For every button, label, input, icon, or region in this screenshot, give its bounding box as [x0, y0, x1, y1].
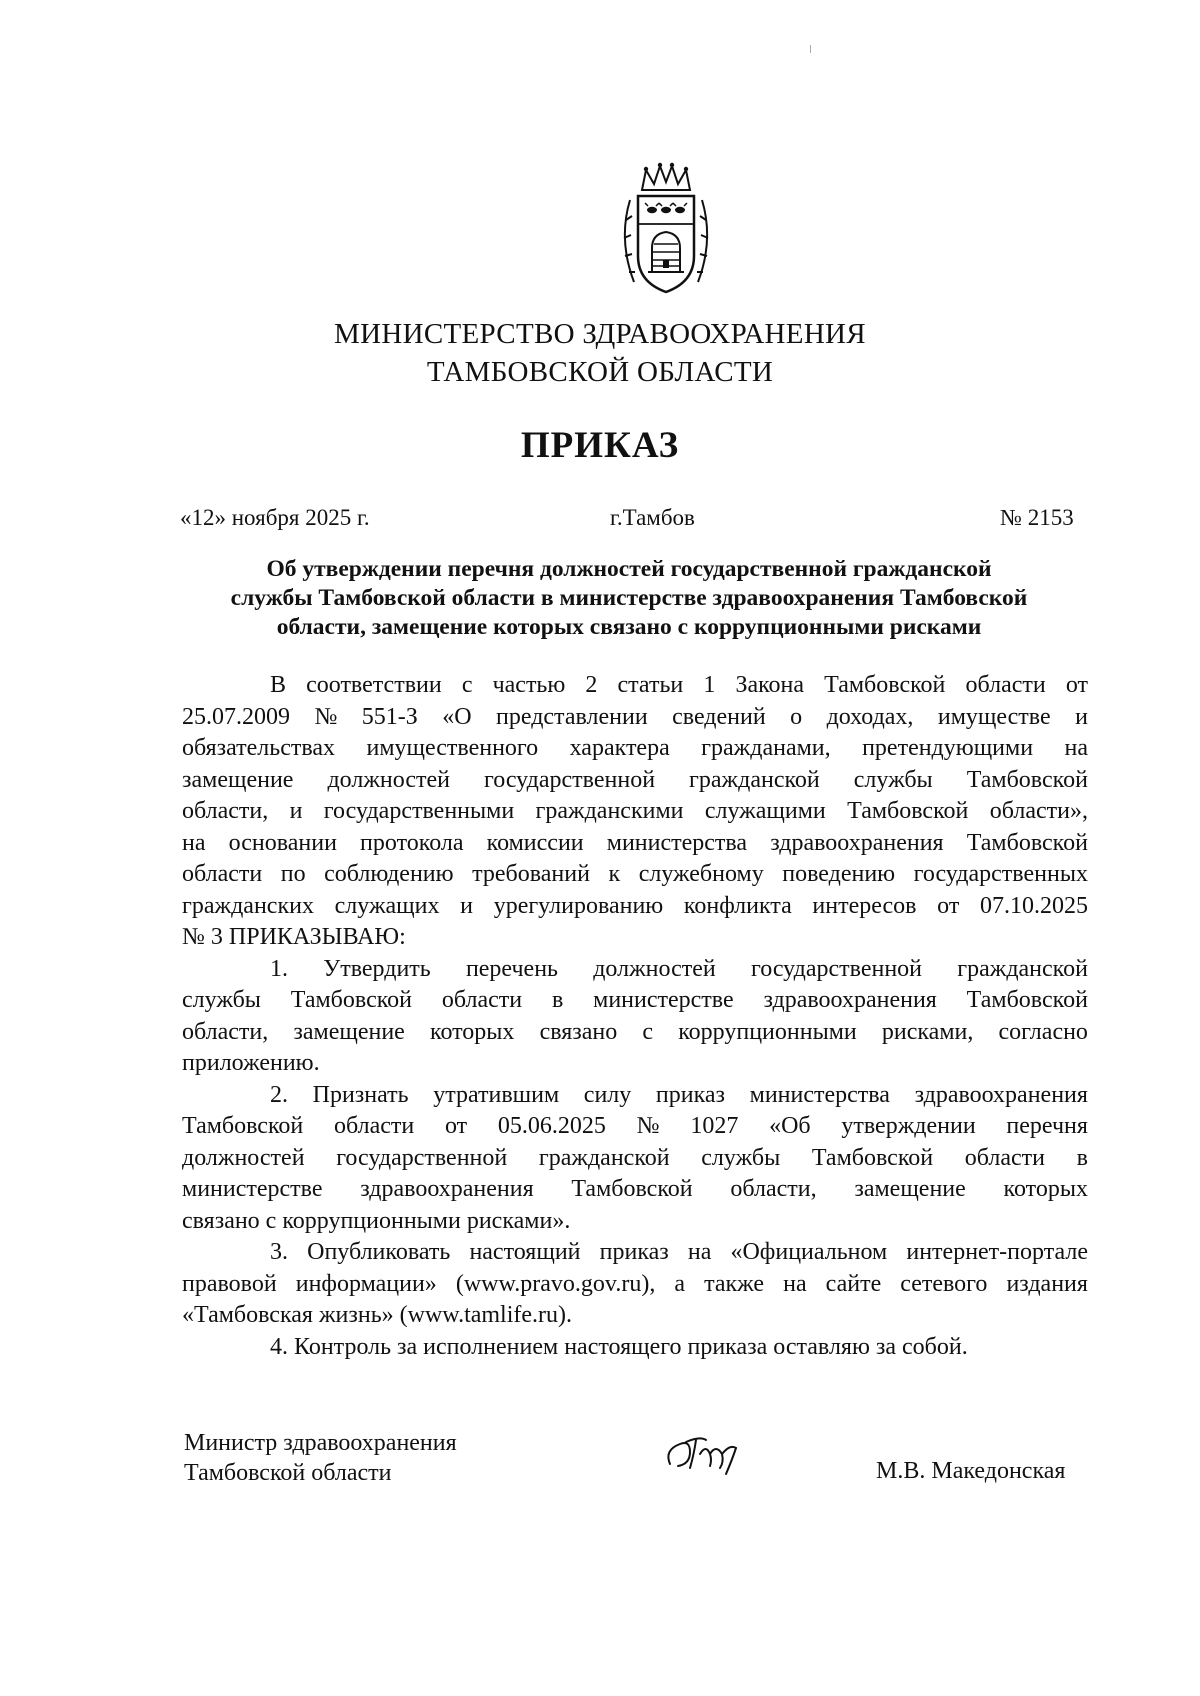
body-line: В соответствии с частью 2 статьи 1 Закона Тамбовской области от — [270, 672, 1088, 698]
subject-line2: службы Тамбовской области в министерстве здравоохранения Тамбовской — [230, 585, 1028, 611]
body-line: «Тамбовская жизнь» (www.tamlife.ru). — [182, 1302, 573, 1328]
body-line: гражданских служащих и урегулированию конфликта интересов от 07.10.2025 — [182, 892, 1088, 919]
tambov-coat-of-arms-icon — [612, 160, 720, 300]
subject-line3: области, замещение которых связано с коррупционными рисками — [276, 614, 982, 640]
signatory-position-line1: Министр здравоохранения — [184, 1430, 457, 1456]
body-line: 4. Контроль за исполнением настоящего приказа оставляю за собой. — [270, 1333, 968, 1360]
document-number: № 2153 — [1000, 505, 1074, 530]
body-line: области по соблюдению требований к служебному поведению государственных — [182, 861, 1088, 887]
body-line: 25.07.2009 № 551-З «О представлении сведений о доходах, имуществе и — [182, 703, 1088, 730]
body-line: на основании протокола комиссии министерства здравоохранения Тамбовской — [182, 829, 1088, 856]
body-line: замещение должностей государственной гражданской службы Тамбовской — [182, 766, 1088, 793]
body-line: Тамбовской области от 05.06.2025 № 1027 «Об утверждении перечня — [182, 1113, 1088, 1139]
body-line: правовой информации» (www.pravo.gov.ru), а также на сайте сетевого издания — [182, 1270, 1088, 1297]
body-line: обязательствах имущественного характера гражданами, претендующими на — [182, 735, 1088, 761]
ministry-name — [300, 315, 900, 391]
document-body — [182, 670, 1088, 1363]
body-line: приложению. — [182, 1050, 320, 1076]
document-type-title: ПРИКАЗ — [520, 425, 680, 466]
body-line: 3. Опубликовать настоящий приказ на «Официальном интернет-портале — [270, 1239, 1088, 1265]
body-line: области, и государственными гражданскими служащими Тамбовской области», — [182, 798, 1088, 824]
signatory-position — [184, 1428, 457, 1488]
document-city: г.Тамбов — [610, 505, 695, 530]
ministry-name-line1: МИНИСТЕРСТВО ЗДРАВООХРАНЕНИЯ — [334, 318, 866, 350]
signatory-position-line2: Тамбовской области — [184, 1460, 392, 1486]
document-subject — [170, 555, 1088, 642]
body-line: должностей государственной гражданской службы Тамбовской области в — [182, 1144, 1088, 1171]
body-line: области, замещение которых связано с коррупционными рисками, согласно — [182, 1018, 1088, 1045]
subject-line1: Об утверждении перечня должностей государственной гражданской — [266, 556, 992, 582]
body-line: службы Тамбовской области в министерстве здравоохранения Тамбовской — [182, 987, 1088, 1013]
body-line: министерстве здравоохранения Тамбовской области, замещение которых — [182, 1176, 1088, 1202]
signatory-name: М.В. Македонская — [876, 1458, 1066, 1484]
handwritten-signature-icon — [660, 1430, 750, 1478]
ministry-name-line2: ТАМБОВСКОЙ ОБЛАСТИ — [426, 356, 774, 388]
body-line: связано с коррупционными рисками». — [182, 1207, 571, 1234]
document-date: «12» ноября 2025 г. — [180, 505, 370, 530]
scan-mark — [810, 45, 811, 53]
body-line: 1. Утвердить перечень должностей государственной гражданской — [270, 955, 1088, 982]
body-line: № 3 ПРИКАЗЫВАЮ: — [182, 924, 406, 950]
body-line: 2. Признать утратившим силу приказ министерства здравоохранения — [270, 1081, 1088, 1108]
